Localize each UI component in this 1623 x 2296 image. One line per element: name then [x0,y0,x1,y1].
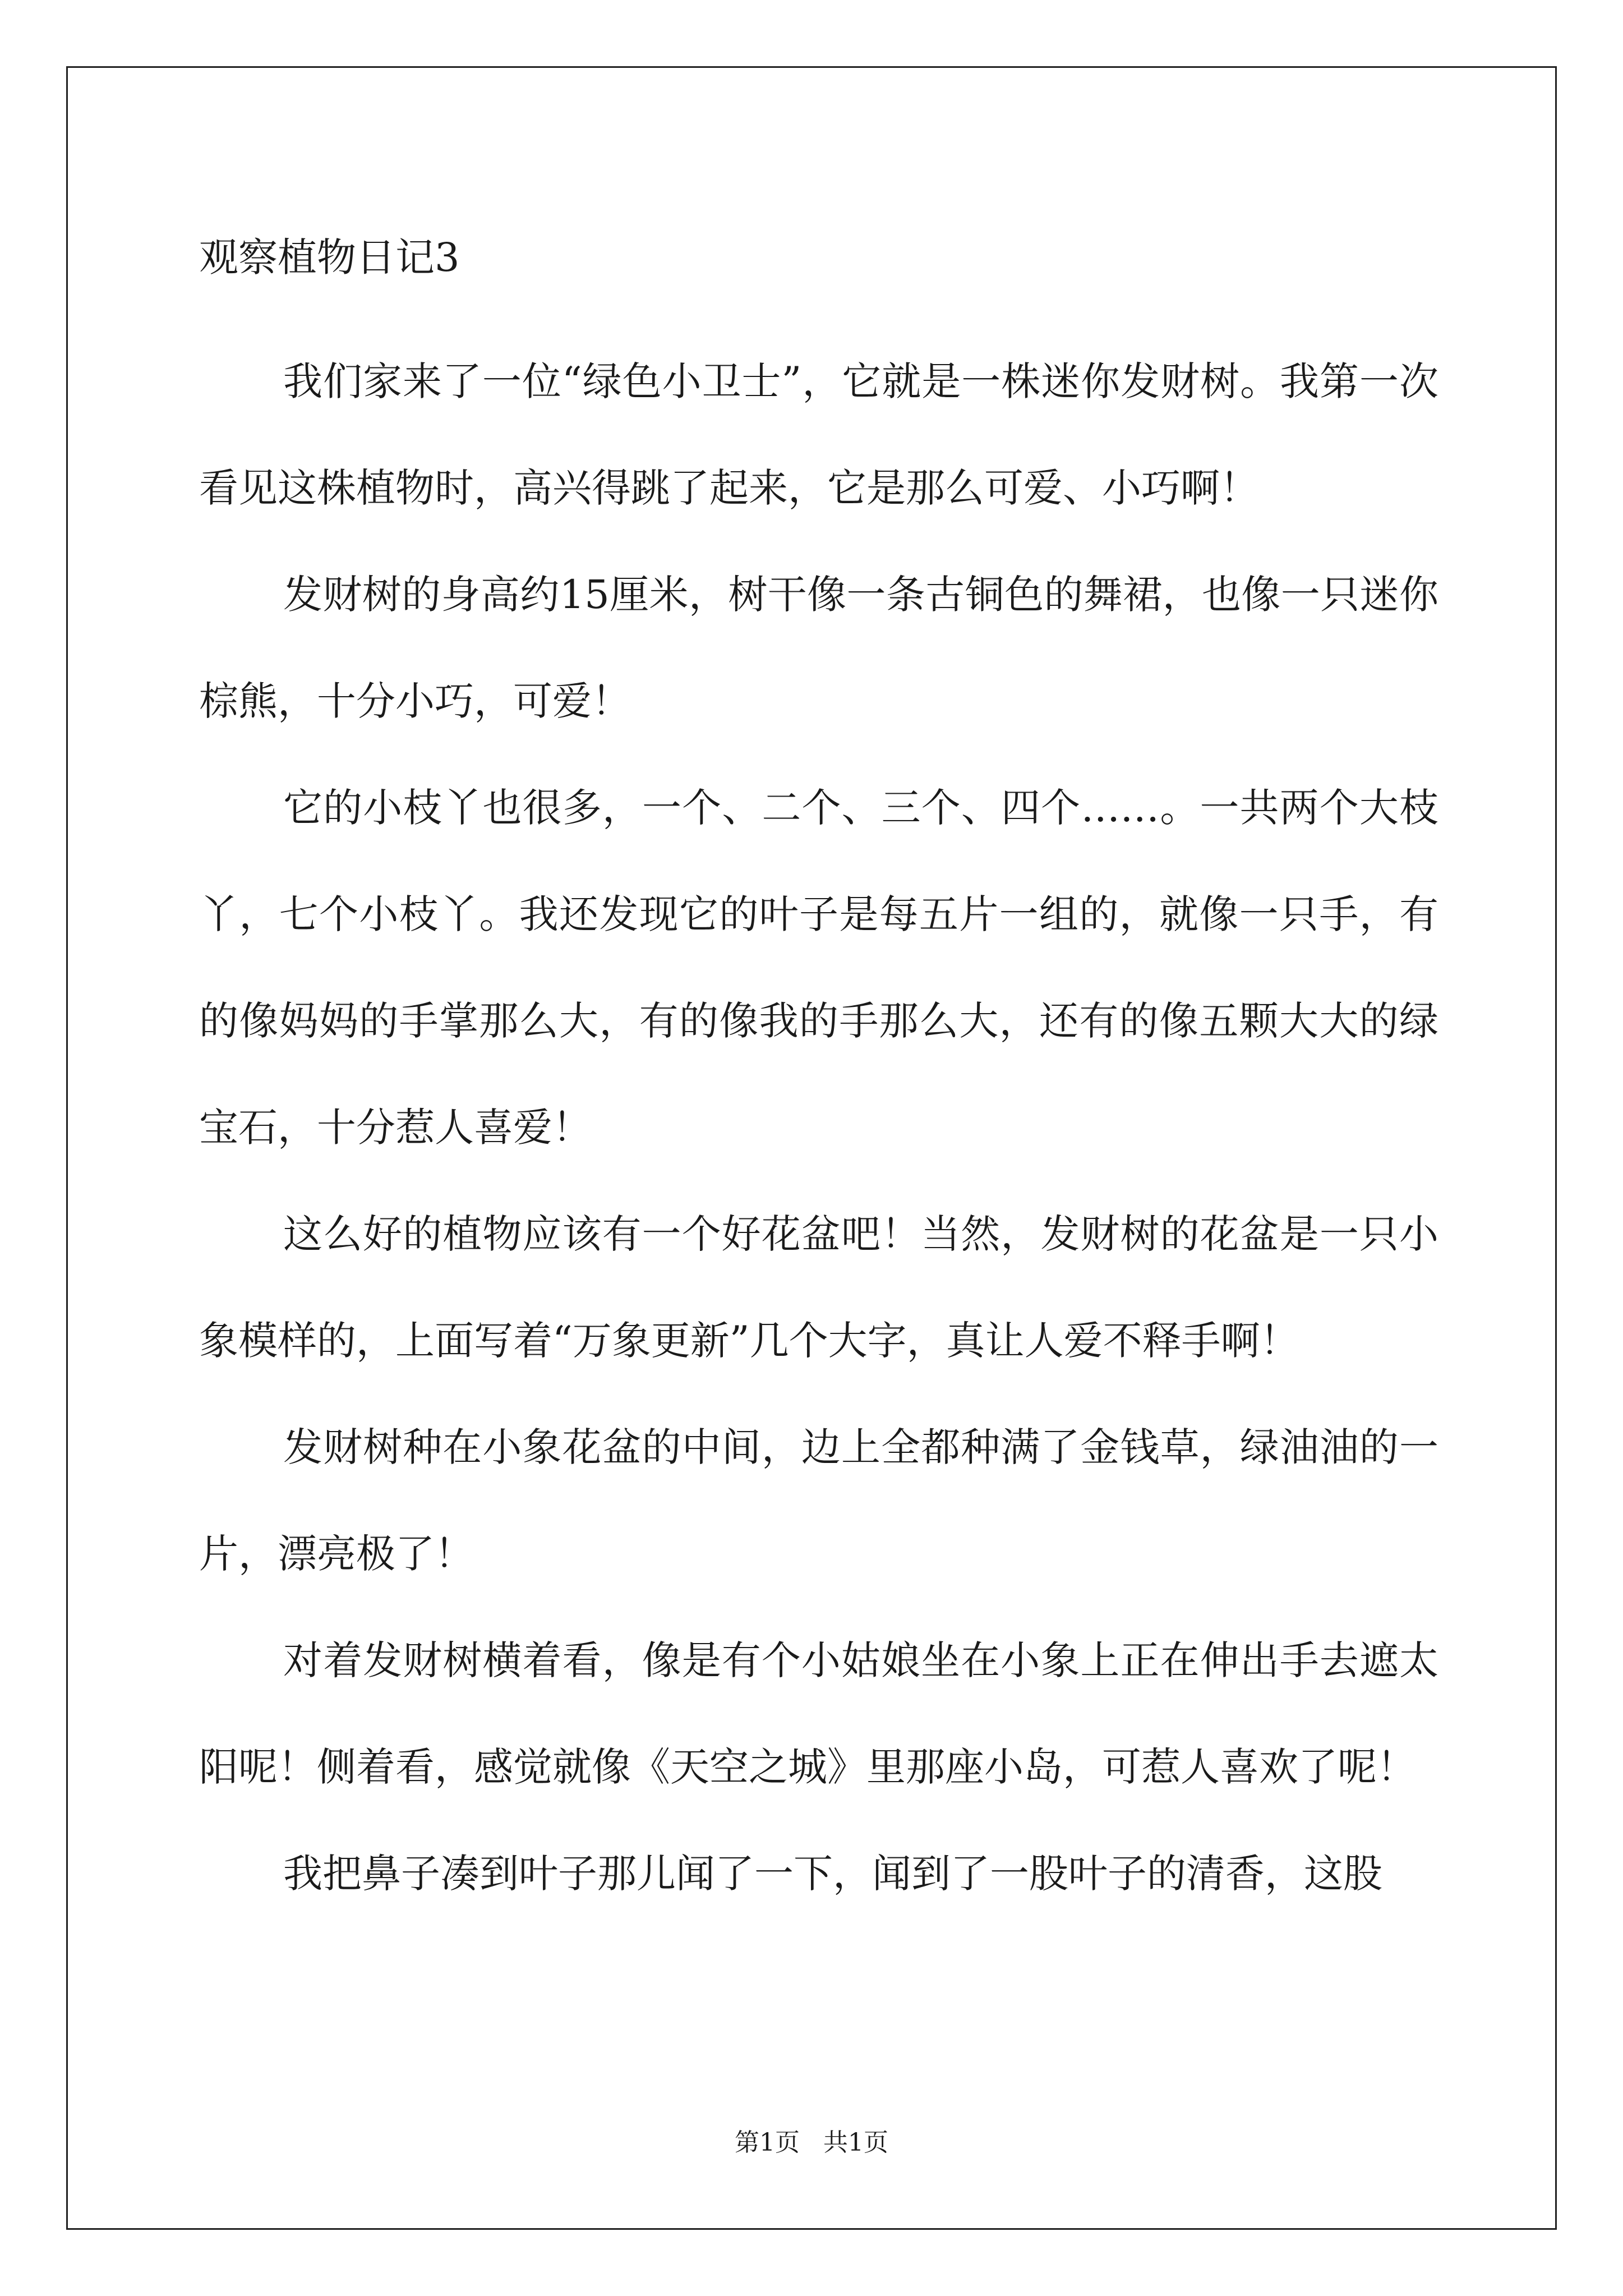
paragraph-4: 这么好的植物应该有一个好花盆吧！当然，发财树的花盆是一只小象模样的，上面写着“万象更新”几个大字，真让人爱不释手啊！ [199,1211,1438,1364]
paragraph-3: 它的小枝丫也很多，一个、二个、三个、四个……。一共两个大枝丫，七个小枝丫。我还发现它的叶子是每五片一组的，就像一只手，有的像妈妈的手掌那么大，有的像我的手那么大，还有的像五颗大大的绿宝石，十分惹人喜爱！ [199,785,1438,1151]
paragraph-7: 我把鼻子凑到叶子那儿闻了一下，闻到了一股叶子的清香，这股 [283,1851,1382,1897]
paragraph-6: 对着发财树横着看，像是有个小姑娘坐在小象上正在伸出手去遮太阳呢！侧着看，感觉就像《天空之城》里那座小岛，可惹人喜欢了呢！ [199,1637,1438,1790]
paragraph-2: 发财树的身高约15厘米，树干像一条古铜色的舞裙，也像一只迷你棕熊，十分小巧，可爱！ [199,572,1438,724]
paragraph-1: 我们家来了一位“绿色小卫士”，它就是一株迷你发财树。我第一次看见这株植物时，高兴得跳了起来，它是那么可爱、小巧啊！ [199,358,1438,511]
paragraph-5: 发财树种在小象花盆的中间，边上全都种满了金钱草，绿油油的一片，漂亮极了！ [199,1424,1438,1577]
document-body [199,222,1438,1927]
document-title: 观察植物日记3 [199,234,460,280]
page-number-footer: 第1页 共1页 [735,2128,888,2157]
